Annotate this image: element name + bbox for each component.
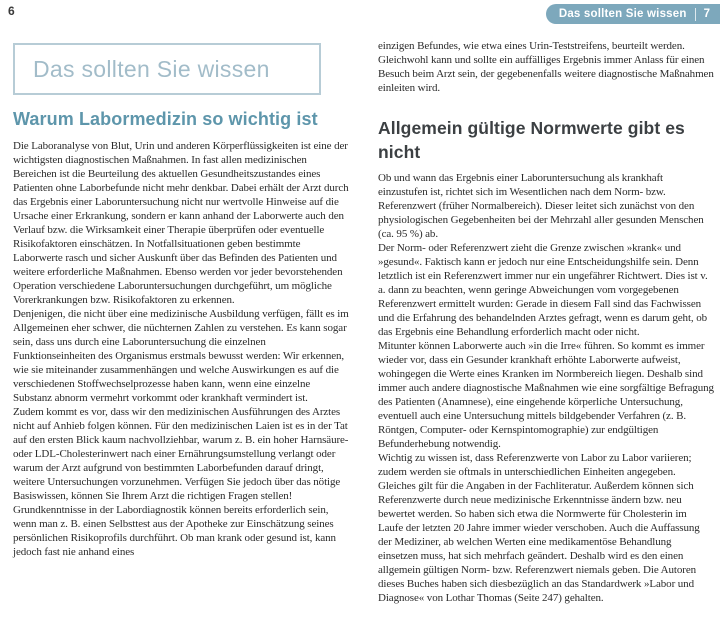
section-heading: Warum Labormedizin so wichtig ist [13,109,318,129]
left-page-number: 6 [8,4,15,18]
chapter-title: Das sollten Sie wissen [33,56,270,82]
body-paragraph: Die Laboranalyse von Blut, Urin und anderen Körperflüssigkeiten ist eine der wichtigsten diagnostischen Maßnahmen. In fast allen medizinischen Bereichen ist die Beurteilung des aktuellen Gesundheitszustandes eines Patienten ohne Laborbefunde nicht mehr denkbar. Dabei erhält der Arzt durch das Ergebnis einer Laboruntersuchung nicht nur wertvolle Hinweise auf die Ursache einer Erkrankung, sondern er kann anhand der Laborwerte auch den Verlauf bzw. die Wirksamkeit einer Therapie überprüfen oder eventuelle Risikofaktoren einschätzen. In Notfallsituationen geben bestimmte Laborwerte rasch und sicher Auskunft über das Befinden des Patienten und weitere erforderliche Maßnahmen. Ebenso werden vor jeder bevorstehenden Operation verschiedene Laboruntersuchungen durchgeführt, um mögliche Vorerkrankungen bzw. Risikofaktoren zu erkennen. [13,140,349,306]
badge-divider [695,8,696,21]
body-paragraph: Zudem kommt es vor, dass wir den medizinischen Ausführungen des Arztes nicht auf Anhieb folgen können. Für den medizinischen Laien ist es in der Tat auf den ersten Blick kaum nachvollziehbar, warum z. B. ein hoher Harnsäure- oder LDL-Cholesterinwert nach einer Ernährungsumstellung verlangt oder warum der Arzt aufgrund von bestimmten Laborbefunden darauf dringt, weitere Untersuchungen vorzunehmen. Verfügen Sie jedoch über das nötige Basiswissen, können Sie Ihrem Arzt die richtigen Fragen stellen! Grundkenntnisse in der Labordiagnostik können bereits erforderlich sein, wenn man z. B. einen Selbsttest aus der Apotheke zur Einschätzung seines persönlichen Risikoprofils durchführt. Ob man krank oder gesund ist, kann jedoch fast nie anhand eines [13,406,349,558]
continuation-paragraph: einzigen Befundes, wie etwa eines Urin-Teststreifens, beurteilt werden. Gleichwohl kann und sollte ein auffälliges Ergebnis immer Anlass für einen Besuch beim Arzt sein, der gegebenenfalls weitere diagnostische Maßnahmen einleiten wird. [378,40,714,94]
right-column [378,39,714,605]
body-paragraph: Mitunter können Laborwerte auch »in die Irre« führen. So kommt es immer wieder vor, dass ein Gesunder krankhaft erhöhte Laborwerte aufweist, wohingegen die Werte eines Kranken im Normbereich liegen. Deshalb sind immer auch andere diagnostische Maßnahmen wie eine sorgfältige Befragung des Patienten (Anamnese), eine eingehende körperliche Untersuchung, eventuell auch eine Untersuchung mittels bildgebender Verfahren (z. B. Röntgen, Computer- oder Kernspintomographie) zur endgültigen Befunderhebung notwendig. [378,340,714,450]
body-paragraph: Der Norm- oder Referenzwert zieht die Grenze zwischen »krank« und »gesund«. Faktisch kann er jedoch nur eine Entscheidungshilfe sein. Denn letztlich ist ein Referenzwert immer nur ein ungefährer Richtwert. Dies ist v. a. dann zu beachten, wenn geringe Abweichungen vom vorgegebenen Referenzwert ermittelt wurden: Gerade in diesem Fall sind das Fachwissen und die Erfahrung des behandelnden Arztes gefragt, wenn es darum geht, ob das Ergebnis eine Behandlung erforderlich macht oder nicht. [378,242,708,338]
body-paragraph: Denjenigen, die nicht über eine medizinische Ausbildung verfügen, fällt es im Allgemeinen eher schwer, die nüchternen Zahlen zu verstehen. Es kann sogar sein, dass uns durch eine Laboruntersuchung die einzelnen Funktionseinheiten des Organismus erstmals bewusst werden: Wir erkennen, wie sie miteinander zusammenhängen und welche Auswirkungen es auf die verschiedenen Stoffwechselprozesse haben kann, wenn eine einzelne Substanz abnorm vermehrt vorkommt oder krankhaft vermindert ist. [13,308,349,404]
header-badge-title: Das sollten Sie wissen [558,8,687,20]
header-badge [546,4,720,24]
left-column [13,43,349,559]
body-paragraph: Ob und wann das Ergebnis einer Laboruntersuchung als krankhaft einzustufen ist, richtet sich im Wesentlichen nach dem Norm- bzw. Referenzwert (früher Normalbereich). Dieser leitet sich zunächst von den physiologischen Gegebenheiten bei der Mehrzahl aller gesunden Menschen (ca. 95 %) ab. [378,172,704,240]
chapter-title-box [13,43,321,95]
body-paragraph: Wichtig zu wissen ist, dass Referenzwerte von Labor zu Labor variieren; zudem werden sie oftmals in unterschiedlichen Einheiten angegeben. Gleiches gilt für die Angaben in der Fachliteratur. Außerdem können sich Referenzwerte durch neue medizinische Erkenntnisse ändern bzw. neu bewertet werden. So haben sich etwa die Normwerte für Cholesterin im Laufe der letzten 20 Jahre immer wieder verschoben. Auch die Auffassung der Mediziner, ab welchen Werten eine medikamentöse Behandlung einsetzen muss, hat sich mehrfach geändert. Deshalb wird es den einen allgemein gültigen Norm- bzw. Referenzwert niemals geben. Die Autoren dieses Buches haben sich diesbezüglich an das Standardwerk »Labor und Diagnose« von Lothar Thomas (Seite 247) gehalten. [378,452,700,604]
right-page-number: 7 [703,8,710,20]
subsection-heading: Allgemein gültige Normwerte gibt es nicht [378,118,685,162]
